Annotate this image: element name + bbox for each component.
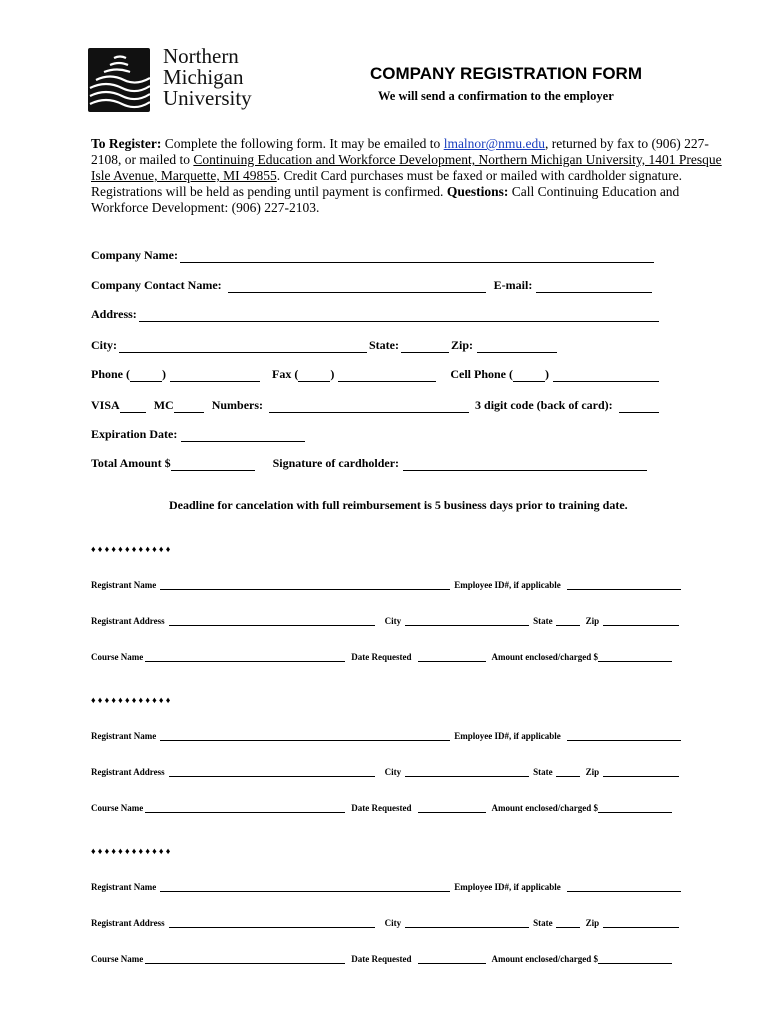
nmu-logo-mark (88, 48, 150, 112)
contact-name-field[interactable] (228, 281, 486, 293)
registrant-2-name-row (91, 731, 683, 741)
cvv-label: 3 digit code (back of card): (475, 398, 613, 412)
card-row (91, 398, 661, 413)
company-name-row (91, 248, 656, 263)
registrant-1-city-field[interactable] (405, 616, 529, 626)
employee-id-label: Employee ID#, if applicable (454, 731, 561, 741)
phone-row (91, 367, 661, 382)
intro-text-3: . Credit Card purchases must be faxed or mailed with cardholder signature. Registrations will be held as pending until payment is confirmed. (91, 168, 682, 199)
contact-name-label: Company Contact Name: (91, 278, 222, 292)
employee-id-label: Employee ID#, if applicable (454, 580, 561, 590)
logo-line-3: University (163, 86, 252, 110)
registrant-zip-label: Zip (585, 918, 600, 928)
date-requested-label: Date Requested (351, 803, 412, 813)
signature-field[interactable] (403, 459, 647, 471)
registrant-2-amount-field[interactable] (598, 803, 672, 813)
total-field[interactable] (171, 459, 255, 471)
registrant-2-name-field[interactable] (160, 731, 450, 741)
registrant-3-separator: ♦♦♦♦♦♦♦♦♦♦♦♦ (91, 846, 173, 856)
total-label: Total Amount $ (91, 456, 171, 470)
cell-label: Cell Phone ( (450, 367, 513, 381)
registrant-3-amount-field[interactable] (598, 954, 672, 964)
address-label: Address: (91, 307, 137, 321)
registrant-name-label: Registrant Name (91, 882, 157, 892)
mc-checkbox[interactable] (174, 401, 204, 413)
registrant-state-label: State (533, 616, 553, 626)
logo-line-1: Northern (163, 44, 239, 68)
email-link[interactable]: lmalnor@nmu.edu (443, 136, 545, 151)
registrant-1-name-row (91, 580, 683, 590)
course-name-label: Course Name (91, 652, 144, 662)
registrant-3-address-row (91, 918, 681, 928)
email-field[interactable] (536, 281, 652, 293)
registrant-3-city-field[interactable] (405, 918, 529, 928)
registrant-3-address-field[interactable] (169, 918, 375, 928)
registrant-state-label: State (533, 918, 553, 928)
state-label: State: (369, 338, 399, 352)
expiration-field[interactable] (181, 430, 305, 442)
course-name-label: Course Name (91, 954, 144, 964)
registrant-1-separator: ♦♦♦♦♦♦♦♦♦♦♦♦ (91, 544, 173, 554)
registrant-address-label: Registrant Address (91, 616, 165, 626)
city-label: City: (91, 338, 117, 352)
registrant-3-zip-field[interactable] (603, 918, 679, 928)
expiration-label: Expiration Date: (91, 427, 178, 441)
registrant-2-date-field[interactable] (418, 803, 486, 813)
registrant-1-state-field[interactable] (556, 616, 580, 626)
registrant-address-label: Registrant Address (91, 767, 165, 777)
registrant-2-address-row (91, 767, 681, 777)
zip-label: Zip: (451, 338, 474, 352)
registrant-3-employee-id-field[interactable] (567, 882, 681, 892)
registrant-city-label: City (384, 767, 402, 777)
company-name-field[interactable] (180, 251, 654, 263)
registrant-2-course-field[interactable] (145, 803, 345, 813)
fax-paren: ) (330, 367, 335, 381)
signature-label: Signature of cardholder: (272, 456, 400, 470)
registrant-3-course-row (91, 954, 672, 964)
registrant-3-state-field[interactable] (556, 918, 580, 928)
state-field[interactable] (401, 341, 449, 353)
registrant-2-state-field[interactable] (556, 767, 580, 777)
form-title: COMPANY REGISTRATION FORM (370, 64, 642, 83)
registrant-name-label: Registrant Name (91, 580, 157, 590)
mc-label: MC (153, 398, 174, 412)
registrant-city-label: City (384, 918, 402, 928)
registrant-2-zip-field[interactable] (603, 767, 679, 777)
cell-area-field[interactable] (513, 370, 545, 382)
city-row (91, 338, 559, 353)
registrant-1-course-row (91, 652, 672, 662)
phone-area-field[interactable] (130, 370, 162, 382)
registrant-2-employee-id-field[interactable] (567, 731, 681, 741)
cell-field[interactable] (553, 370, 659, 382)
zip-field[interactable] (477, 341, 557, 353)
mailing-address: Continuing Education and Workforce Development, Northern Michigan University, 1401 Presque Isle Avenue, Marquette, MI 49855 (91, 152, 722, 183)
intro-lead: To Register: (91, 136, 162, 151)
registrant-1-name-field[interactable] (160, 580, 450, 590)
registrant-1-course-field[interactable] (145, 652, 345, 662)
registrant-zip-label: Zip (585, 767, 600, 777)
date-requested-label: Date Requested (351, 652, 412, 662)
registrant-2-city-field[interactable] (405, 767, 529, 777)
phone-field[interactable] (170, 370, 260, 382)
contact-row (91, 278, 654, 293)
registrant-state-label: State (533, 767, 553, 777)
form-subtitle: We will send a confirmation to the employer (378, 89, 614, 103)
phone-paren: ) (162, 367, 166, 381)
numbers-label: Numbers: (211, 398, 264, 412)
city-field[interactable] (119, 341, 367, 353)
company-name-label: Company Name: (91, 248, 178, 262)
cell-paren: ) (545, 367, 549, 381)
registrant-3-name-field[interactable] (160, 882, 450, 892)
nmu-logo-wordmark (163, 46, 252, 109)
registrant-1-address-row (91, 616, 681, 626)
registrant-3-date-field[interactable] (418, 954, 486, 964)
amount-label: Amount enclosed/charged $ (491, 652, 598, 662)
registrant-zip-label: Zip (585, 616, 600, 626)
fax-field[interactable] (338, 370, 436, 382)
intro-text-4: Call Continuing Education and Workforce Development: (906) 227-2103. (91, 184, 680, 215)
phone-label: Phone ( (91, 367, 130, 381)
intro-text-2: , returned by fax to (906) 227-2108, or mailed to (91, 136, 709, 167)
course-name-label: Course Name (91, 803, 144, 813)
deadline-note: Deadline for cancelation with full reimbursement is 5 business days prior to training date. (169, 498, 628, 512)
registrant-3-name-row (91, 882, 683, 892)
fax-area-field[interactable] (298, 370, 330, 382)
visa-checkbox[interactable] (120, 401, 146, 413)
registrant-1-date-field[interactable] (418, 652, 486, 662)
logo-line-2: Michigan (163, 65, 244, 89)
cvv-field[interactable] (619, 401, 659, 413)
registrant-1-address-field[interactable] (169, 616, 375, 626)
registrant-1-amount-field[interactable] (598, 652, 672, 662)
registrant-2-address-field[interactable] (169, 767, 375, 777)
visa-label: VISA (91, 398, 120, 412)
date-requested-label: Date Requested (351, 954, 412, 964)
registrant-1-zip-field[interactable] (603, 616, 679, 626)
intro-text-1: Complete the following form. It may be emailed to (161, 136, 444, 151)
questions-label: Questions: (446, 184, 509, 199)
registrant-3-course-field[interactable] (145, 954, 345, 964)
expiration-row (91, 427, 307, 442)
registrant-2-course-row (91, 803, 672, 813)
address-field[interactable] (139, 310, 659, 322)
registrant-2-separator: ♦♦♦♦♦♦♦♦♦♦♦♦ (91, 695, 173, 705)
registrant-address-label: Registrant Address (91, 918, 165, 928)
amount-label: Amount enclosed/charged $ (491, 954, 598, 964)
address-row (91, 307, 661, 322)
registrant-1-employee-id-field[interactable] (567, 580, 681, 590)
total-row (91, 456, 649, 471)
fax-label: Fax ( (272, 367, 299, 381)
amount-label: Amount enclosed/charged $ (491, 803, 598, 813)
registrant-name-label: Registrant Name (91, 731, 157, 741)
employee-id-label: Employee ID#, if applicable (454, 882, 561, 892)
intro-paragraph (91, 136, 731, 216)
email-label: E-mail: (493, 278, 533, 292)
registrant-city-label: City (384, 616, 402, 626)
card-number-field[interactable] (269, 401, 469, 413)
